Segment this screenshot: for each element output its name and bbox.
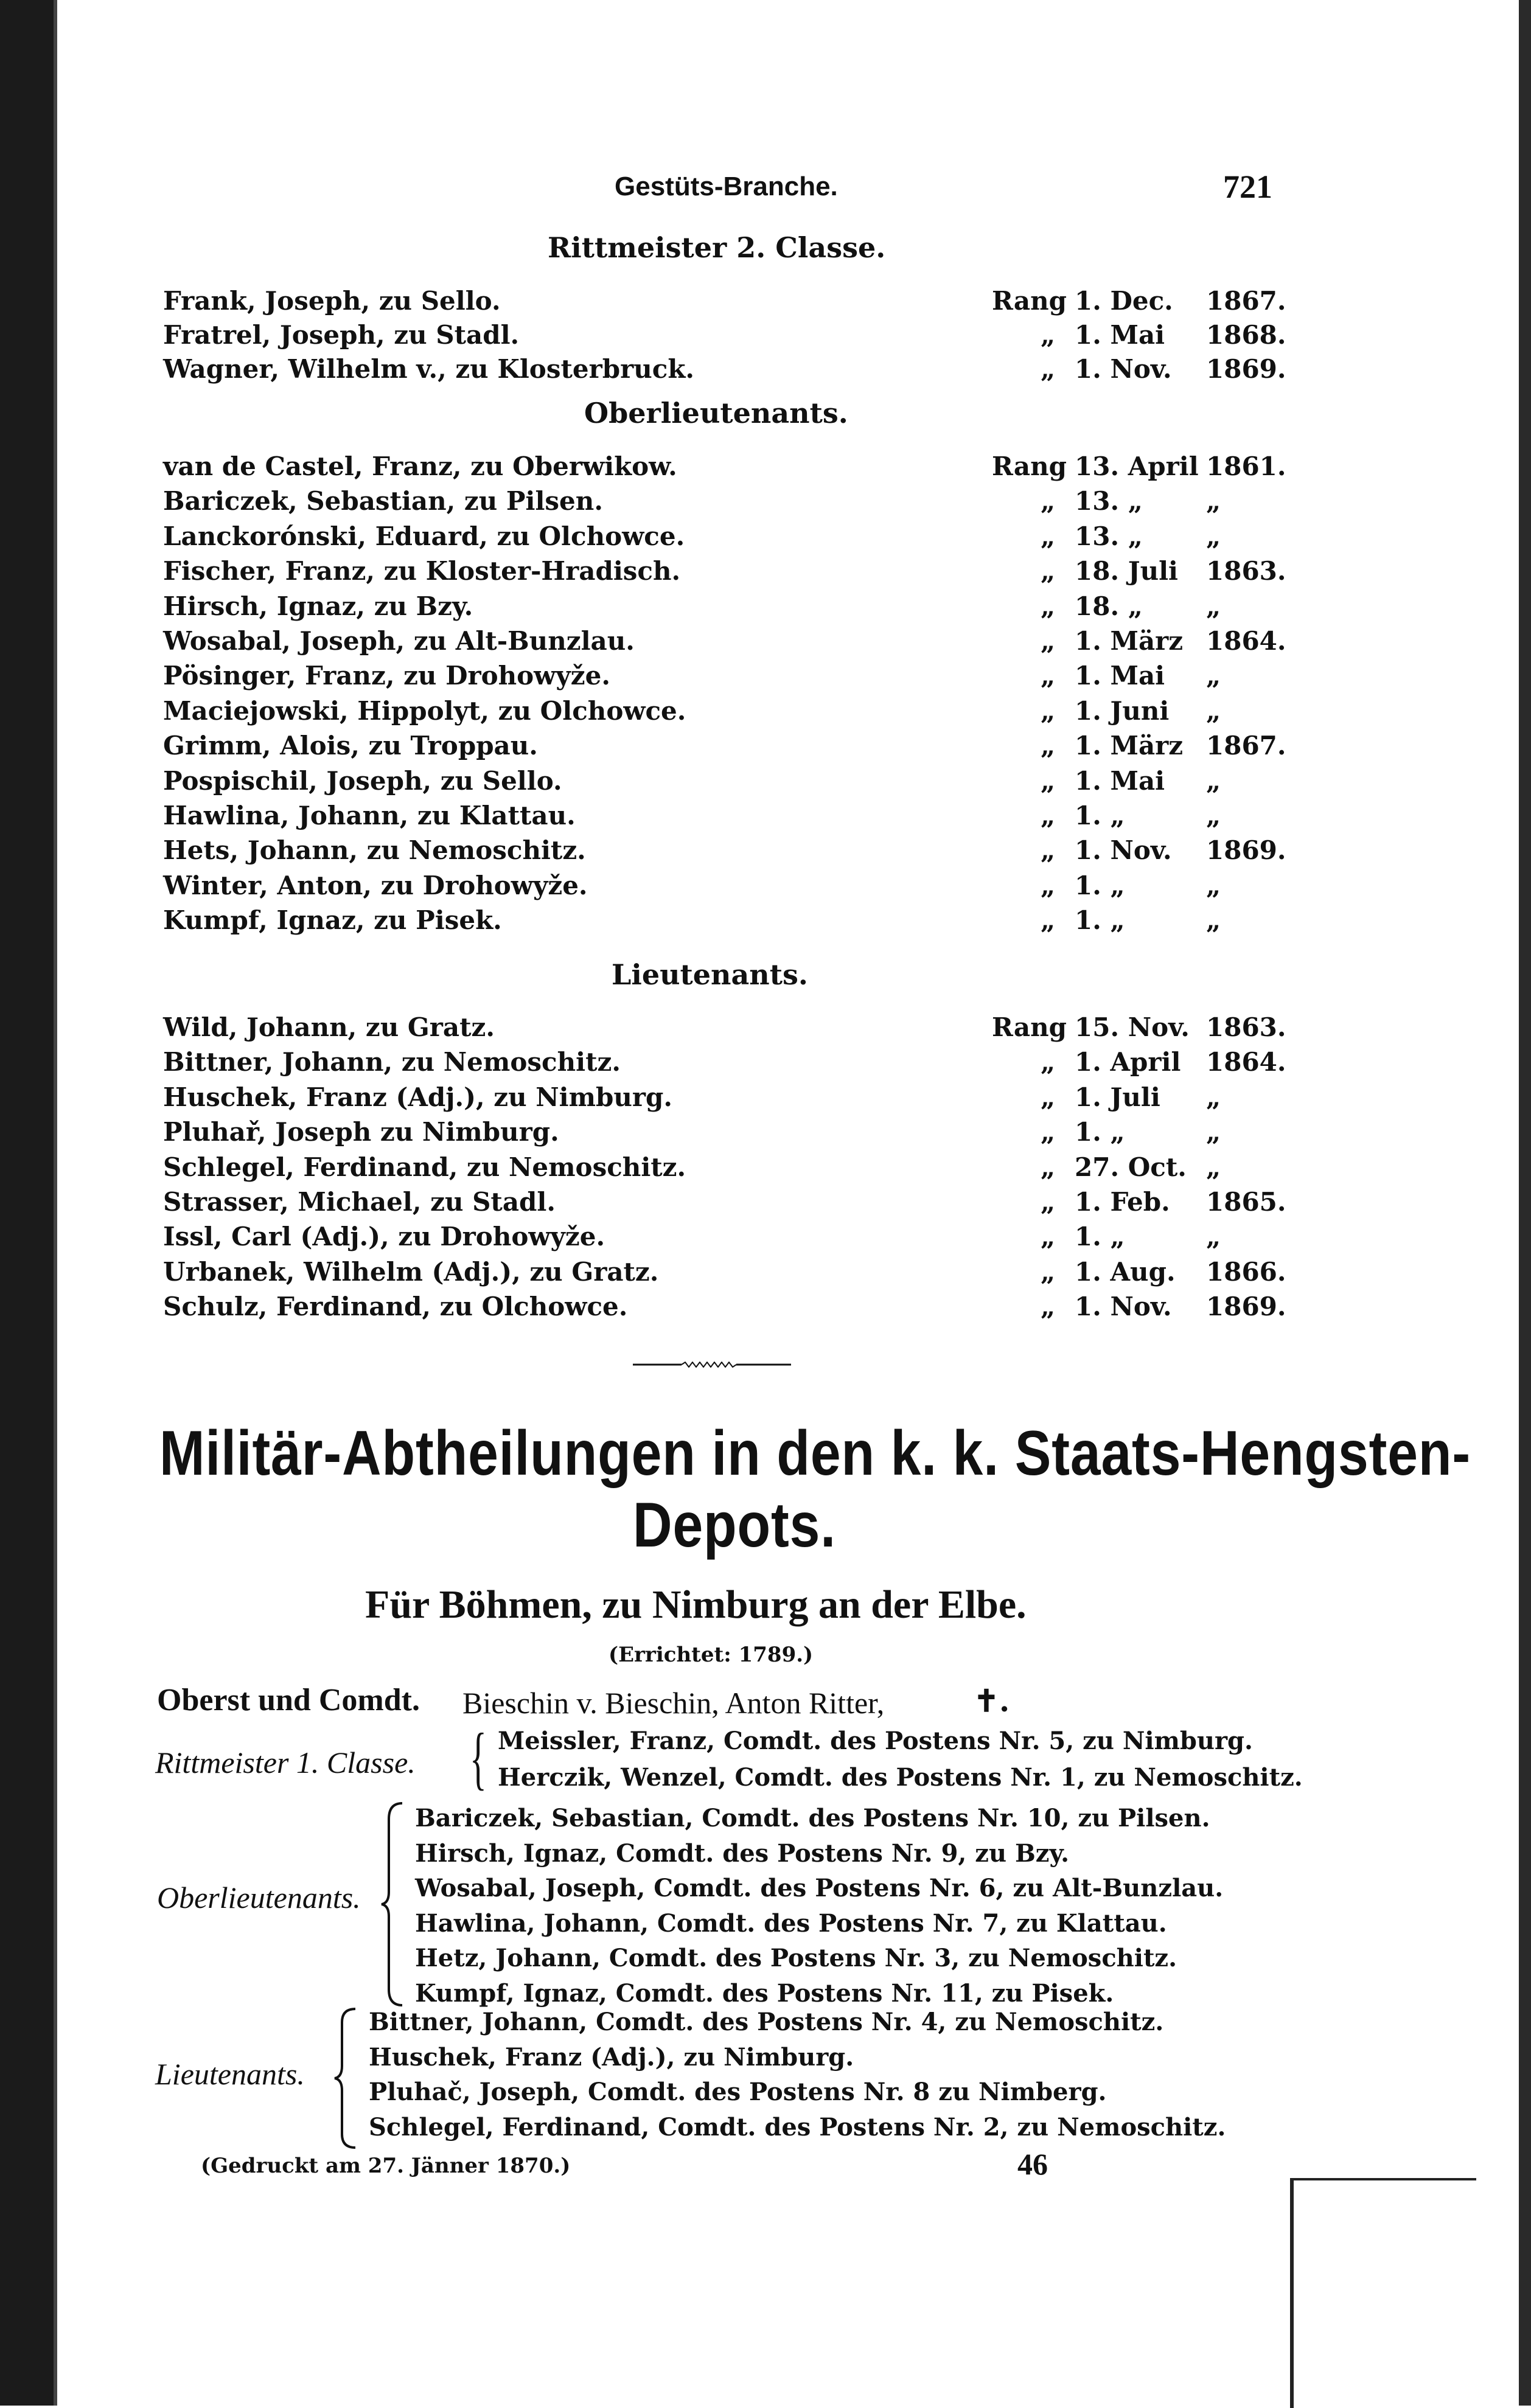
roster-date: 18. Juli bbox=[1075, 556, 1179, 586]
roster-rang: „ bbox=[1041, 1292, 1056, 1322]
roster-rang: „ bbox=[1041, 1082, 1056, 1112]
roster-name: Hirsch, Ignaz, zu Bzy. bbox=[163, 591, 473, 621]
roster-date: 27. Oct. bbox=[1075, 1152, 1187, 1182]
roster-name: Kumpf, Ignaz, zu Pisek. bbox=[163, 905, 502, 936]
scan-border-left-shadow bbox=[54, 0, 57, 2406]
roster-name: Urbanek, Wilhelm (Adj.), zu Gratz. bbox=[163, 1256, 659, 1287]
oberst-label: Oberst und Comdt. bbox=[157, 1683, 420, 1717]
roster-rang: „ bbox=[1041, 870, 1056, 900]
group-label: Lieutenants. bbox=[155, 2057, 305, 2091]
roster-rang: „ bbox=[1041, 731, 1056, 761]
roster-date: 1. März bbox=[1075, 626, 1184, 656]
roster-name: Winter, Anton, zu Drohowyže. bbox=[163, 870, 588, 900]
roster-year: 1869. bbox=[1206, 835, 1286, 866]
roster-rang: „ bbox=[1041, 486, 1056, 517]
roster-year: 1864. bbox=[1206, 626, 1286, 656]
running-title: Gestüts-Branche. bbox=[615, 172, 838, 201]
roster-date: 1. Aug. bbox=[1075, 1256, 1176, 1287]
group-entry: Kumpf, Ignaz, Comdt. des Postens Nr. 11, zu Pisek. bbox=[415, 1978, 1114, 2008]
roster-year: „ bbox=[1206, 1082, 1221, 1112]
group-entry: Huschek, Franz (Adj.), zu Nimburg. bbox=[369, 2042, 854, 2072]
roster-date: 1. „ bbox=[1075, 905, 1125, 936]
roster-date: 1. Nov. bbox=[1075, 835, 1172, 866]
roster-year: 1867. bbox=[1206, 731, 1286, 761]
roster-date: 13. „ bbox=[1075, 486, 1143, 517]
roster-date: 1. Nov. bbox=[1075, 354, 1172, 384]
roster-date: 1. „ bbox=[1075, 801, 1125, 830]
group-entry: Bariczek, Sebastian, Comdt. des Postens Nr. 10, zu Pilsen. bbox=[415, 1804, 1210, 1832]
subheading: Für Böhmen, zu Nimburg an der Elbe. bbox=[365, 1582, 1027, 1627]
roster-date: 13. „ bbox=[1075, 521, 1143, 551]
roster-name: Bariczek, Sebastian, zu Pilsen. bbox=[163, 486, 603, 517]
roster-date: 1. Mai bbox=[1075, 320, 1165, 350]
roster-name: Strasser, Michael, zu Stadl. bbox=[163, 1187, 556, 1217]
group-entry: Bittner, Johann, Comdt. des Postens Nr. 4, zu Nemoschitz. bbox=[369, 2008, 1164, 2036]
roster-date: 1. Dec. bbox=[1075, 286, 1173, 316]
roster-rang: „ bbox=[1041, 1256, 1056, 1287]
section-title: Rittmeister 2. Classe. bbox=[548, 231, 886, 264]
scan-border-corner bbox=[1290, 2178, 1476, 2408]
section-title: Oberlieutenants. bbox=[584, 397, 848, 430]
roster-year: 1863. bbox=[1206, 1012, 1286, 1042]
roster-rang: „ bbox=[1041, 521, 1056, 551]
roster-name: Huschek, Franz (Adj.), zu Nimburg. bbox=[163, 1082, 673, 1112]
roster-date: 1. „ bbox=[1075, 1222, 1125, 1252]
main-heading-line2: Depots. bbox=[633, 1490, 837, 1561]
roster-name: Pluhař, Joseph zu Nimburg. bbox=[163, 1117, 559, 1147]
roster-rang: Rang bbox=[992, 1012, 1067, 1042]
roster-name: Hawlina, Johann, zu Klattau. bbox=[163, 801, 576, 830]
roster-year: „ bbox=[1206, 1152, 1221, 1182]
roster-date: 1. April bbox=[1075, 1047, 1181, 1077]
roster-year: 1861. bbox=[1206, 451, 1286, 481]
roster-name: Bittner, Johann, zu Nemoschitz. bbox=[163, 1047, 621, 1077]
roster-date: 1. März bbox=[1075, 731, 1184, 761]
scan-border-right bbox=[1519, 0, 1531, 2406]
roster-date: 1. „ bbox=[1075, 870, 1125, 900]
roster-name: Schlegel, Ferdinand, zu Nemoschitz. bbox=[163, 1152, 686, 1182]
roster-rang: „ bbox=[1041, 556, 1056, 586]
roster-year: 1868. bbox=[1206, 320, 1286, 350]
roster-rang: „ bbox=[1041, 1047, 1056, 1077]
roster-name: Hets, Johann, zu Nemoschitz. bbox=[163, 835, 586, 866]
group-label: Oberlieutenants. bbox=[157, 1881, 361, 1915]
roster-rang: „ bbox=[1041, 1117, 1056, 1147]
roster-name: Wosabal, Joseph, zu Alt-Bunzlau. bbox=[163, 626, 635, 656]
group-entry: Wosabal, Joseph, Comdt. des Postens Nr. 6, zu Alt-Bunzlau. bbox=[415, 1874, 1224, 1902]
roster-name: Grimm, Alois, zu Troppau. bbox=[163, 731, 538, 761]
roster-name: Fischer, Franz, zu Kloster-Hradisch. bbox=[163, 556, 681, 586]
roster-date: 1. Mai bbox=[1075, 661, 1165, 691]
roster-year: „ bbox=[1206, 486, 1221, 517]
roster-name: van de Castel, Franz, zu Oberwikow. bbox=[163, 451, 677, 481]
group-entry: Herczik, Wenzel, Comdt. des Postens Nr. 1, zu Nemoschitz. bbox=[498, 1763, 1303, 1792]
print-date: (Gedruckt am 27. Jänner 1870.) bbox=[201, 2154, 571, 2178]
group-entry: Hirsch, Ignaz, Comdt. des Postens Nr. 9, zu Bzy. bbox=[415, 1839, 1070, 1868]
roster-date: 1. Nov. bbox=[1075, 1292, 1172, 1322]
roster-rang: „ bbox=[1041, 320, 1056, 350]
group-entry: Hetz, Johann, Comdt. des Postens Nr. 3, zu Nemoschitz. bbox=[415, 1944, 1177, 1972]
roster-year: „ bbox=[1206, 591, 1221, 621]
roster-name: Frank, Joseph, zu Sello. bbox=[163, 286, 501, 316]
roster-date: 1. Feb. bbox=[1075, 1187, 1170, 1217]
roster-date: 15. Nov. bbox=[1075, 1012, 1190, 1042]
roster-year: „ bbox=[1206, 870, 1221, 900]
oberst-name: Bieschin v. Bieschin, Anton Ritter, bbox=[462, 1686, 885, 1720]
brace-icon bbox=[333, 2006, 358, 2150]
roster-year: 1866. bbox=[1206, 1256, 1286, 1287]
roster-year: 1869. bbox=[1206, 354, 1286, 384]
roster-year: 1863. bbox=[1206, 556, 1286, 586]
section-title: Lieutenants. bbox=[612, 958, 808, 991]
roster-year: „ bbox=[1206, 695, 1221, 726]
roster-rang: „ bbox=[1041, 765, 1056, 796]
roster-rang: „ bbox=[1041, 835, 1056, 866]
roster-name: Pospischil, Joseph, zu Sello. bbox=[163, 765, 562, 796]
main-heading-line1: Militär-Abtheilungen in den k. k. Staats-Hengsten- bbox=[159, 1418, 1471, 1489]
roster-date: 1. Juni bbox=[1075, 695, 1170, 726]
roster-rang: „ bbox=[1041, 1152, 1056, 1182]
established-note: (Errichtet: 1789.) bbox=[609, 1643, 814, 1667]
roster-year: „ bbox=[1206, 765, 1221, 796]
deceased-cross-icon: ✝. bbox=[974, 1683, 1010, 1719]
roster-year: „ bbox=[1206, 801, 1221, 830]
brace-icon: { bbox=[470, 1719, 487, 1797]
roster-rang: Rang bbox=[992, 286, 1067, 316]
roster-year: „ bbox=[1206, 905, 1221, 936]
roster-name: Issl, Carl (Adj.), zu Drohowyže. bbox=[163, 1222, 605, 1252]
roster-year: „ bbox=[1206, 521, 1221, 551]
roster-rang: „ bbox=[1041, 626, 1056, 656]
roster-date: 13. April bbox=[1075, 451, 1199, 481]
roster-year: 1865. bbox=[1206, 1187, 1286, 1217]
roster-year: 1869. bbox=[1206, 1292, 1286, 1322]
roster-name: Pösinger, Franz, zu Drohowyže. bbox=[163, 661, 610, 691]
roster-name: Fratrel, Joseph, zu Stadl. bbox=[163, 320, 520, 350]
roster-rang: „ bbox=[1041, 905, 1056, 936]
roster-year: 1864. bbox=[1206, 1047, 1286, 1077]
scan-border-left bbox=[0, 0, 54, 2406]
group-entry: Meissler, Franz, Comdt. des Postens Nr. 5, zu Nimburg. bbox=[498, 1727, 1253, 1755]
signature-mark: 46 bbox=[1017, 2147, 1048, 2181]
page-number: 721 bbox=[1223, 169, 1272, 205]
ornament-divider bbox=[633, 1362, 791, 1368]
roster-year: „ bbox=[1206, 661, 1221, 691]
roster-name: Wild, Johann, zu Gratz. bbox=[163, 1012, 495, 1042]
roster-rang: „ bbox=[1041, 354, 1056, 384]
roster-name: Maciejowski, Hippolyt, zu Olchowce. bbox=[163, 695, 686, 726]
roster-rang: Rang bbox=[992, 451, 1067, 481]
roster-name: Lanckorónski, Eduard, zu Olchowce. bbox=[163, 521, 685, 551]
roster-rang: „ bbox=[1041, 1187, 1056, 1217]
roster-name: Schulz, Ferdinand, zu Olchowce. bbox=[163, 1292, 628, 1322]
roster-date: 1. „ bbox=[1075, 1117, 1125, 1147]
group-entry: Hawlina, Johann, Comdt. des Postens Nr. 7, zu Klattau. bbox=[415, 1909, 1167, 1938]
group-label: Rittmeister 1. Classe. bbox=[155, 1745, 416, 1780]
roster-date: 1. Mai bbox=[1075, 765, 1165, 796]
roster-name: Wagner, Wilhelm v., zu Klosterbruck. bbox=[163, 354, 695, 384]
roster-rang: „ bbox=[1041, 661, 1056, 691]
roster-date: 1. Juli bbox=[1075, 1082, 1160, 1112]
roster-year: „ bbox=[1206, 1222, 1221, 1252]
group-entry: Pluhač, Joseph, Comdt. des Postens Nr. 8 zu Nimberg. bbox=[369, 2078, 1107, 2106]
roster-year: 1867. bbox=[1206, 286, 1286, 316]
group-entry: Schlegel, Ferdinand, Comdt. des Postens Nr. 2, zu Nemoschitz. bbox=[369, 2112, 1226, 2142]
roster-rang: „ bbox=[1041, 801, 1056, 830]
roster-year: „ bbox=[1206, 1117, 1221, 1147]
roster-rang: „ bbox=[1041, 1222, 1056, 1252]
roster-date: 18. „ bbox=[1075, 591, 1143, 621]
roster-rang: „ bbox=[1041, 591, 1056, 621]
roster-rang: „ bbox=[1041, 695, 1056, 726]
brace-icon bbox=[380, 1801, 405, 2008]
